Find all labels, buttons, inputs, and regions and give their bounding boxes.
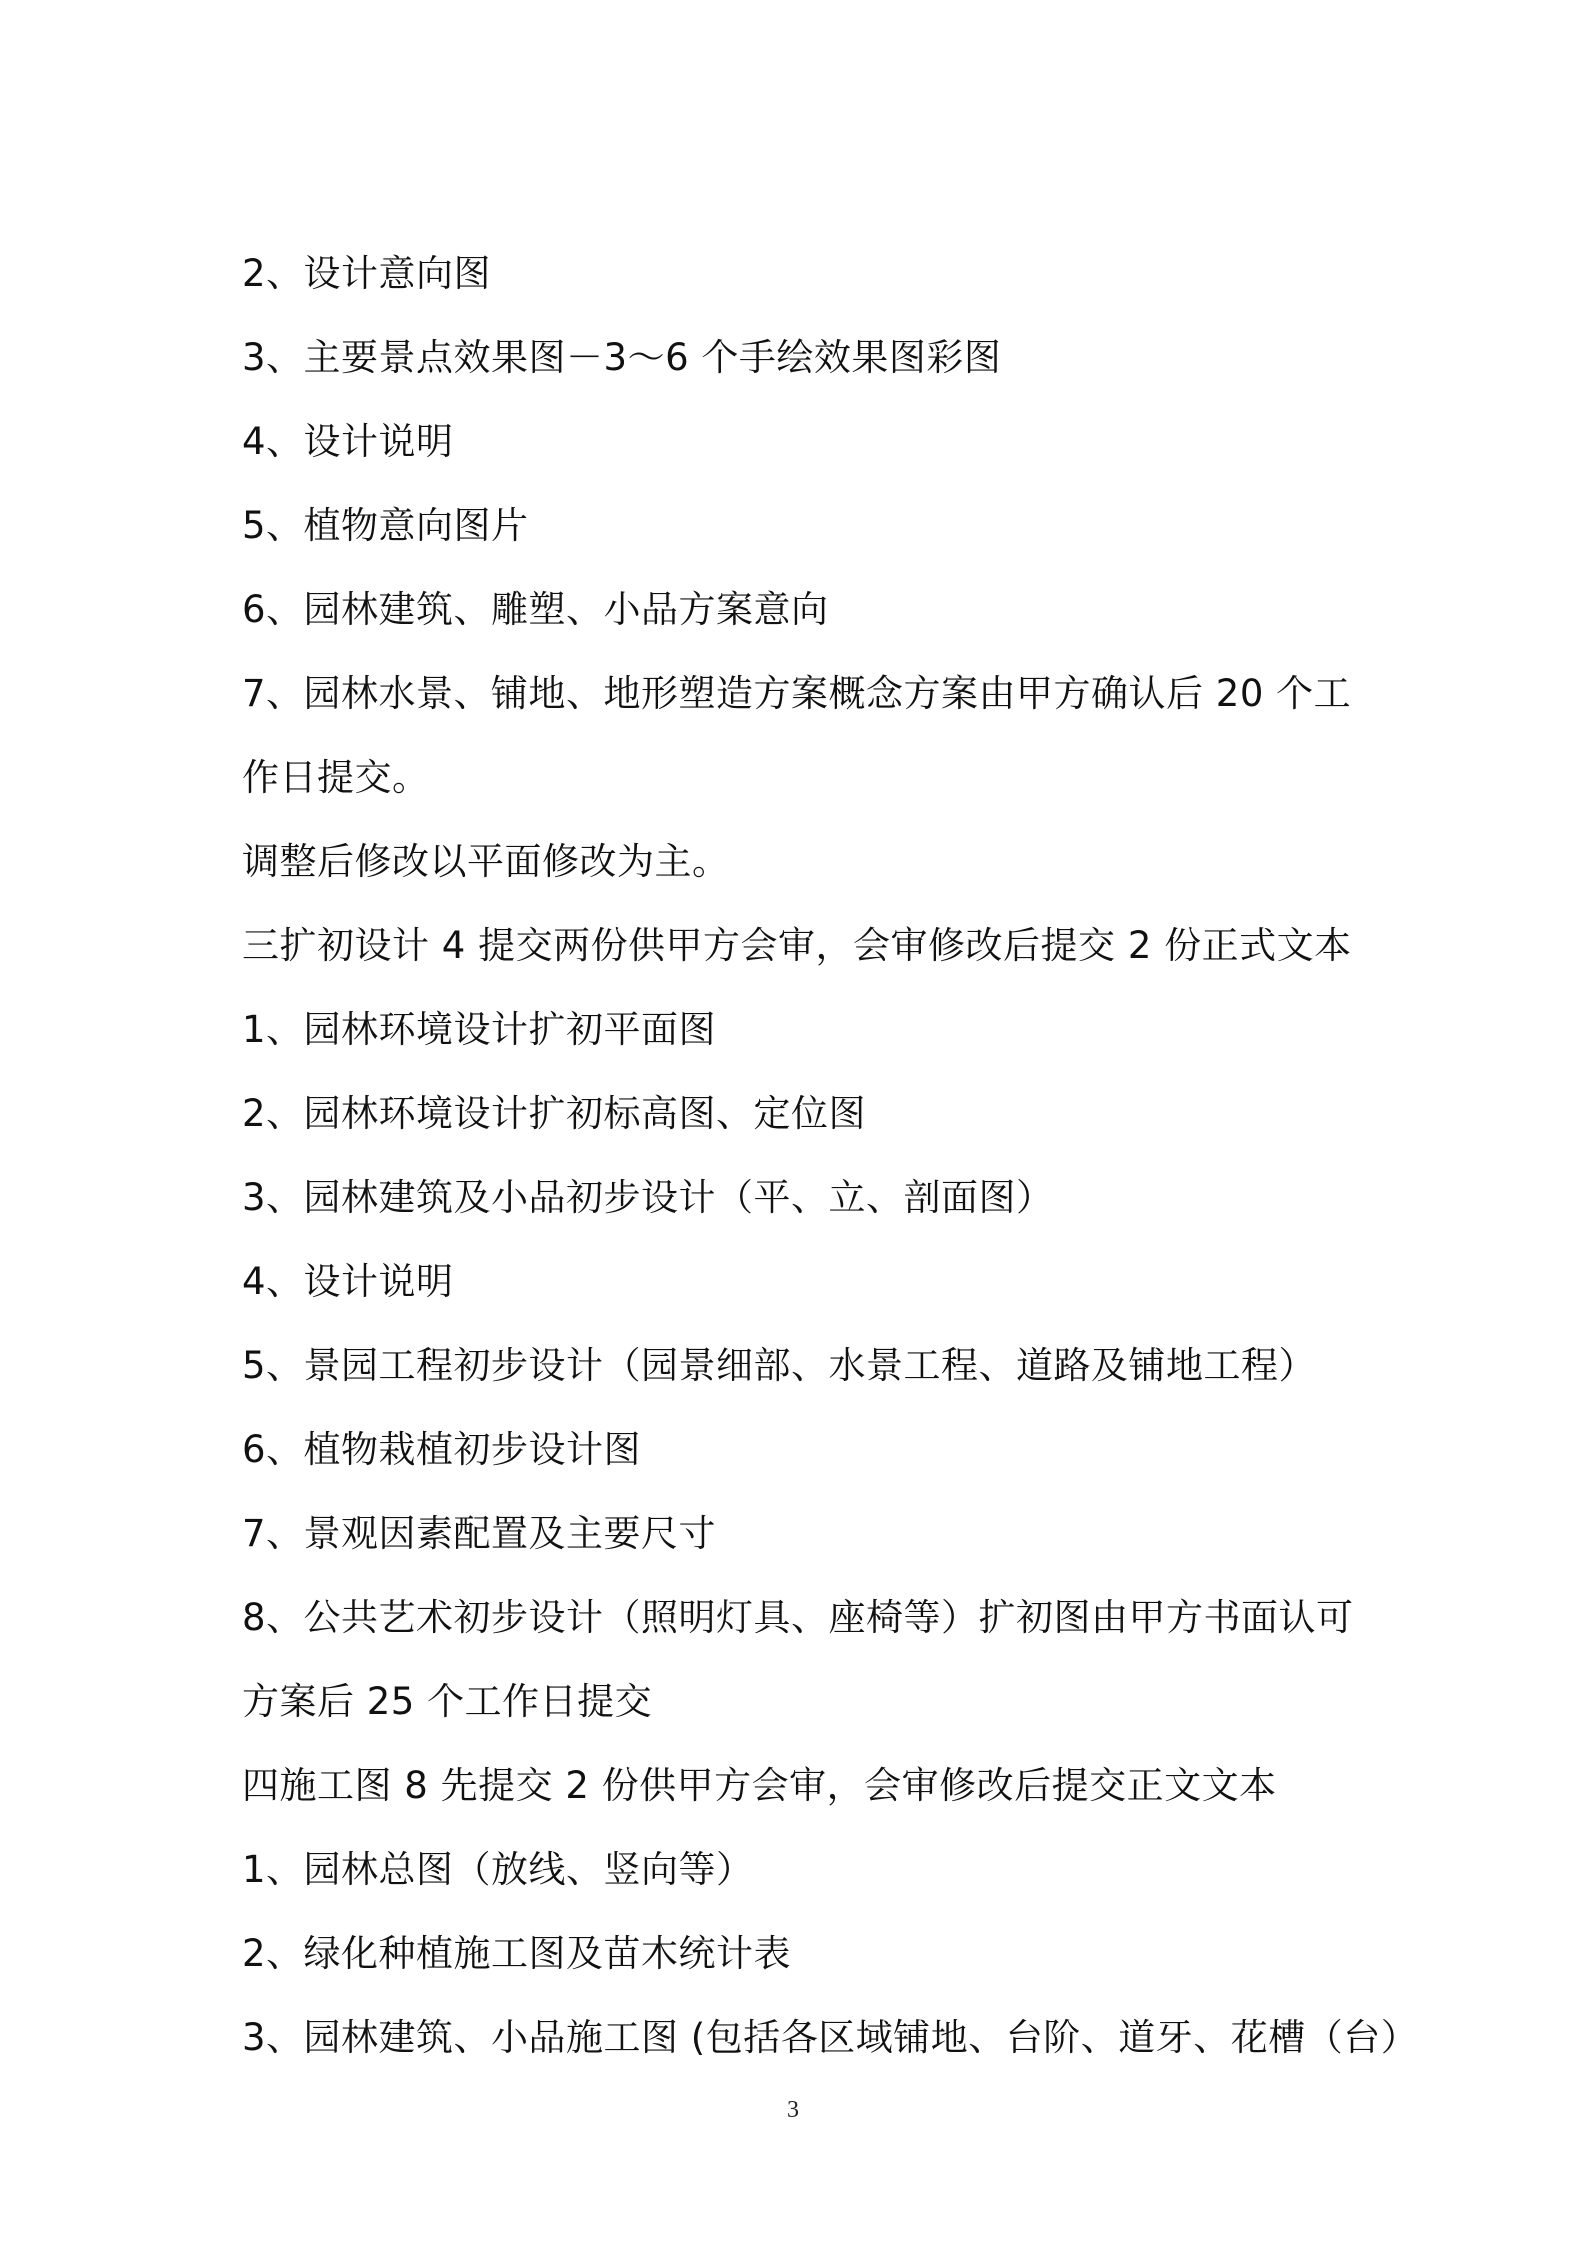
text-line: 7、园林水景、铺地、地形塑造方案概念方案由甲方确认后 20 个工 [242,672,1352,715]
text-line: 6、植物栽植初步设计图 [242,1428,642,1471]
text-line: 2、设计意向图 [242,252,492,295]
text-line: 4、设计说明 [242,420,454,463]
text-line: 方案后 25 个工作日提交 [242,1680,653,1723]
text-line: 1、园林环境设计扩初平面图 [242,1008,717,1051]
text-line: 3、主要景点效果图－3～6 个手绘效果图彩图 [242,336,1002,379]
section-heading: 四施工图 8 先提交 2 份供甲方会审，会审修改后提交正文文本 [242,1764,1277,1807]
text-line: 1、园林总图（放线、竖向等） [242,1848,754,1891]
text-line: 3、园林建筑、小品施工图 (包括各区域铺地、台阶、道牙、花槽（台） [242,2016,1419,2059]
text-line: 5、景园工程初步设计（园景细部、水景工程、道路及铺地工程） [242,1344,1317,1387]
text-line: 调整后修改以平面修改为主。 [242,840,730,883]
text-line: 7、景观因素配置及主要尺寸 [242,1512,717,1555]
text-line: 2、绿化种植施工图及苗木统计表 [242,1932,792,1975]
section-heading: 三扩初设计 4 提交两份供甲方会审，会审修改后提交 2 份正式文本 [242,924,1352,967]
text-line: 2、园林环境设计扩初标高图、定位图 [242,1092,867,1135]
text-line: 5、植物意向图片 [242,504,529,547]
text-line: 3、园林建筑及小品初步设计（平、立、剖面图） [242,1176,1054,1219]
text-line: 8、公共艺术初步设计（照明灯具、座椅等）扩初图由甲方书面认可 [242,1596,1354,1639]
document-body [242,232,1419,2080]
page-number: 3 [787,2097,799,2123]
text-line: 6、园林建筑、雕塑、小品方案意向 [242,588,829,631]
text-line: 作日提交。 [242,756,430,799]
text-line: 4、设计说明 [242,1260,454,1303]
